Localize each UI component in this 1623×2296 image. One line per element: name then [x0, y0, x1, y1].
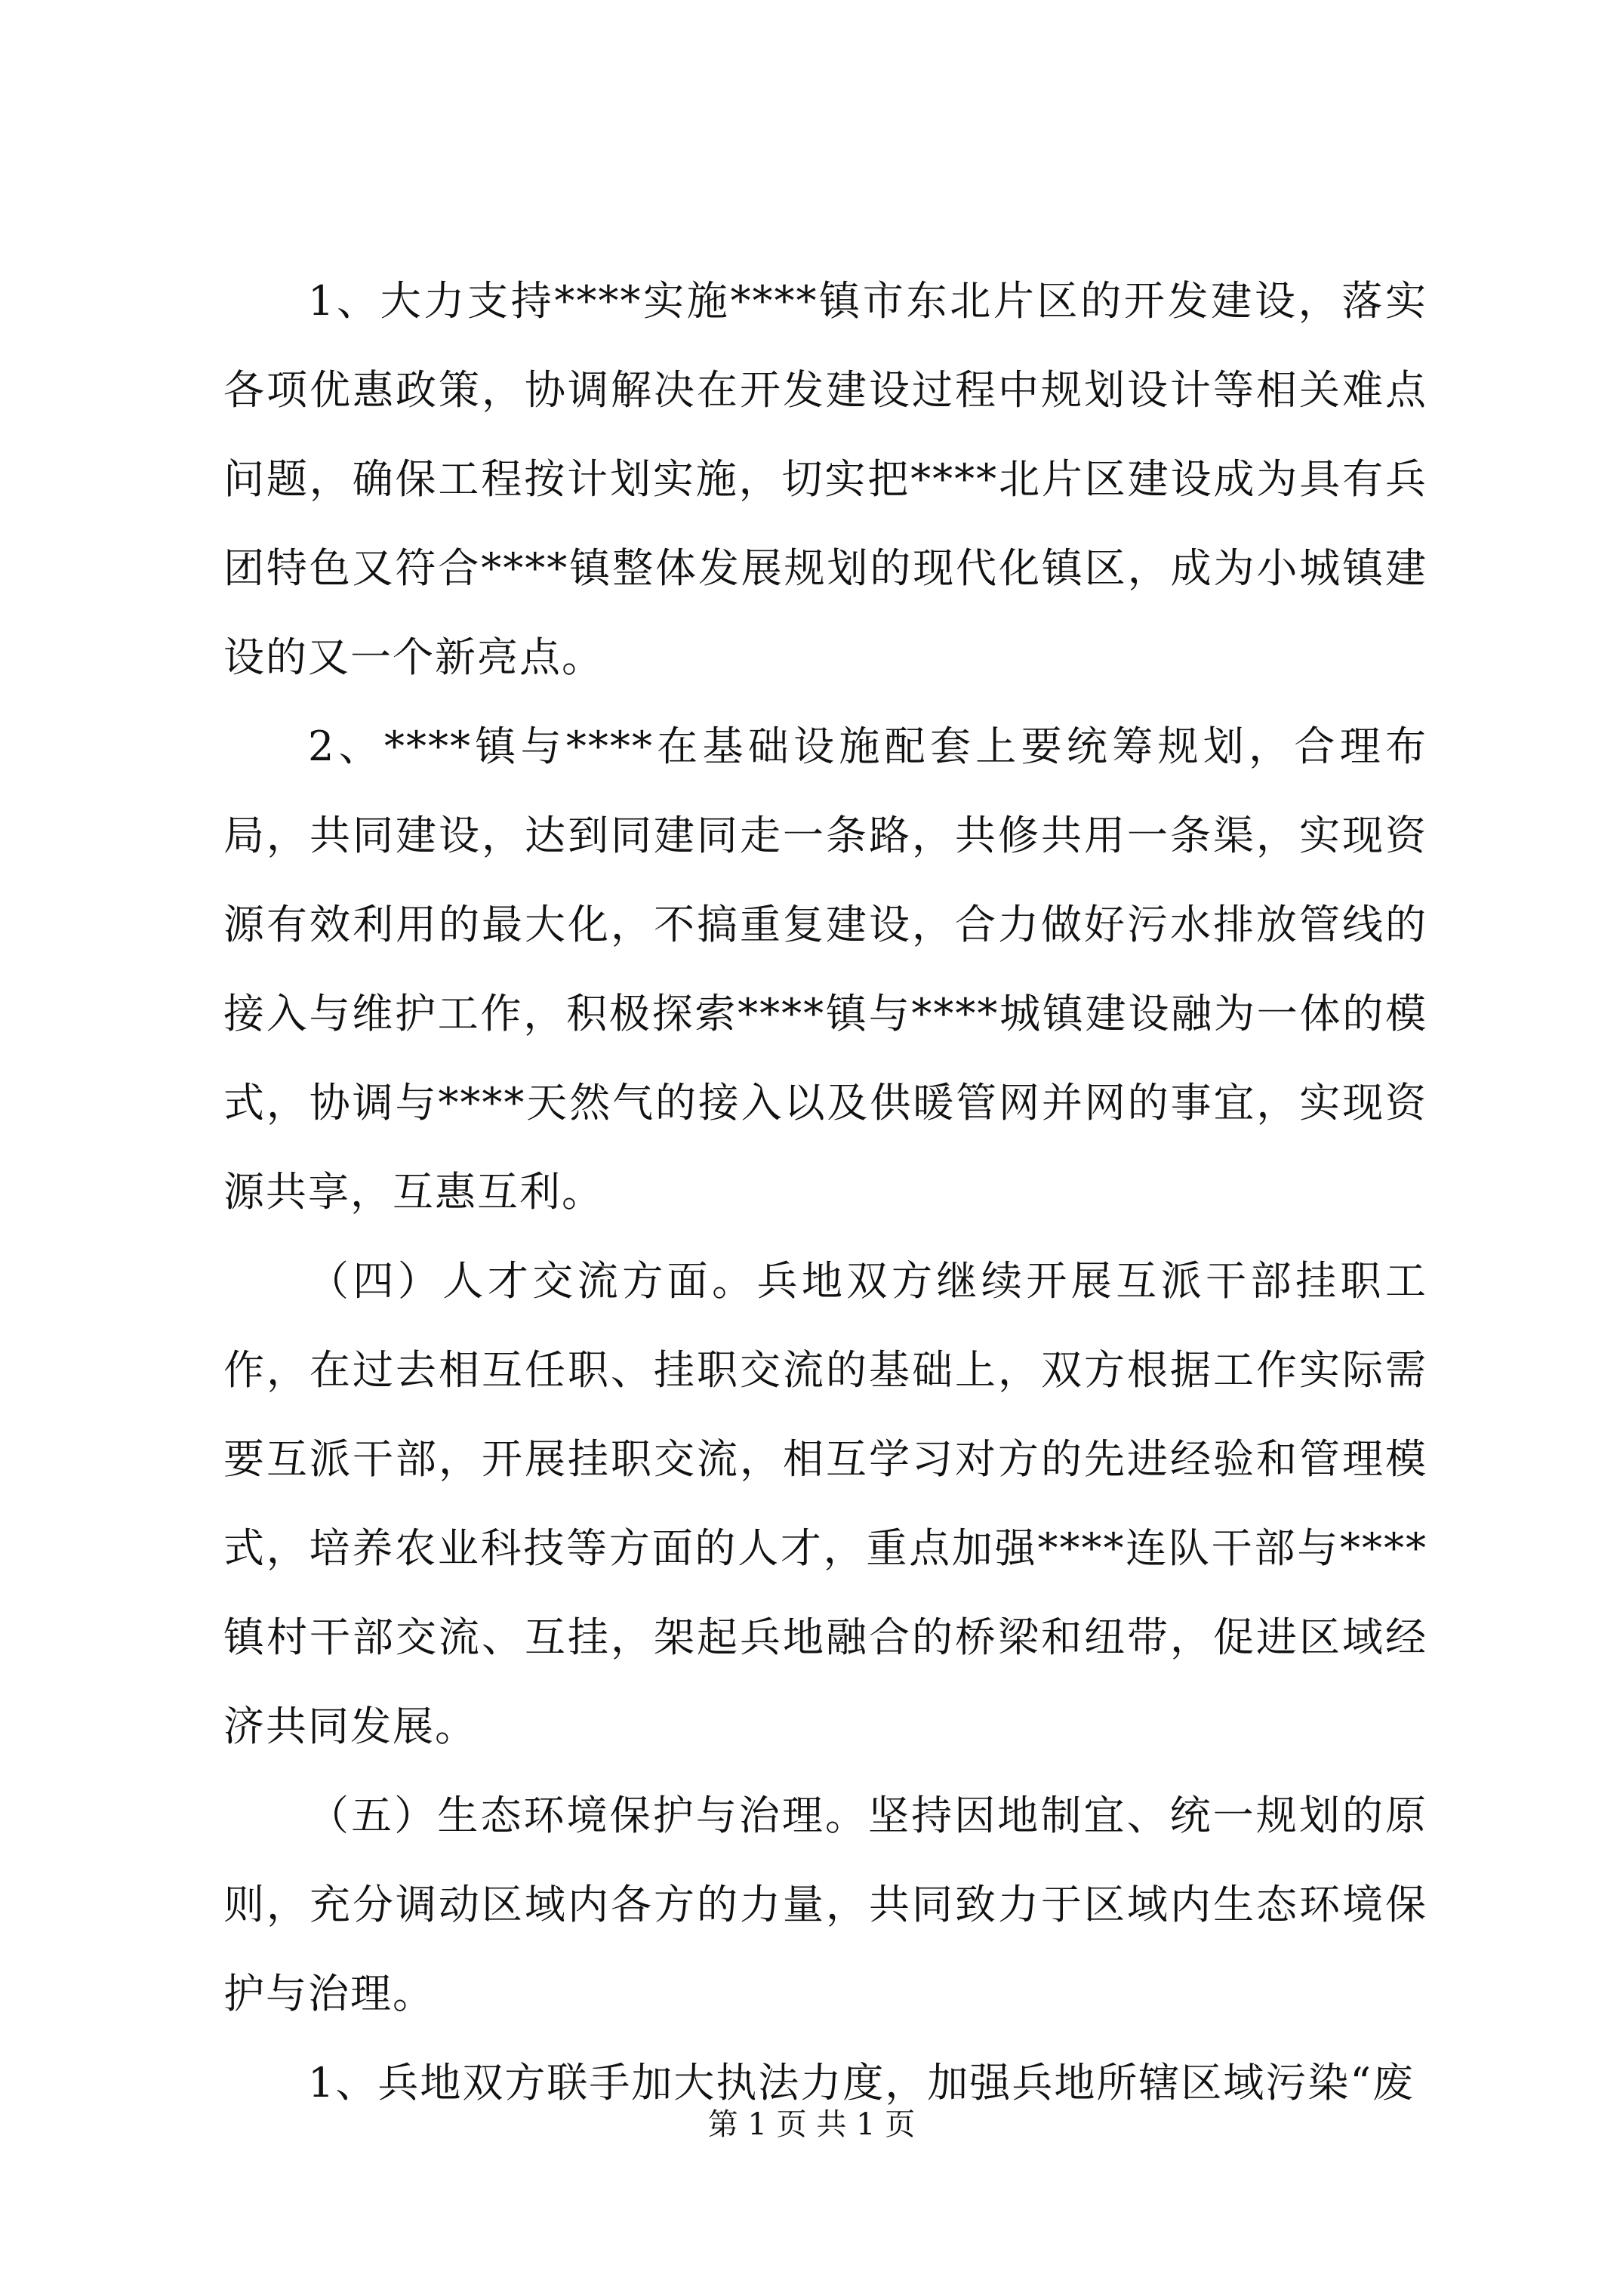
paragraph-1: 1、大力支持****实施****镇市东北片区的开发建设，落实各项优惠政策，协调解决在开发建设过程中规划设计等相关难点问题，确保工程按计划实施，切实把****北片区建设成为具有兵团特色又符合****镇整体发展规划的现代化镇区，成为小城镇建设的又一个新亮点。 — [223, 277, 1427, 681]
document-body — [223, 257, 1427, 2128]
paragraph-4: （五）生态环境保护与治理。坚持因地制宜、统一规划的原则，充分调动区域内各方的力量，共同致力于区域内生态环境保护与治理。 — [223, 1792, 1427, 2017]
paragraph-3: （四）人才交流方面。兵地双方继续开展互派干部挂职工作，在过去相互任职、挂职交流的基础上，双方根据工作实际需要互派干部，开展挂职交流，相互学习对方的先进经验和管理模式，培养农业科技等方面的人才，重点加强****连队干部与****镇村干部交流、互挂，架起兵地融合的桥梁和纽带，促进区域经济共同发展。 — [223, 1257, 1427, 1750]
paragraph-5: 1、兵地双方联手加大执法力度，加强兵地所辖区域污染“废 — [308, 2059, 1415, 2106]
paragraph-2: 2、****镇与****在基础设施配套上要统筹规划，合理布局，共同建设，达到同建同走一条路，共修共用一条渠，实现资源有效利用的最大化，不搞重复建设，合力做好污水排放管线的接入与维护工作，积极探索****镇与****城镇建设融为一体的模式，协调与****天然气的接入以及供暖管网并网的事宜，实现资源共享，互惠互利。 — [223, 723, 1427, 1216]
page-footer: 第 1 页 共 1 页 — [707, 2107, 916, 2142]
